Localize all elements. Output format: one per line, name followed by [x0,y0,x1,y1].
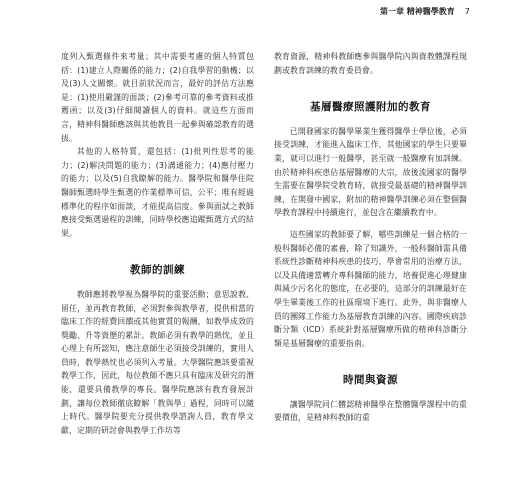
right-column [274,50,467,425]
running-header [380,6,470,17]
body-paragraph: 教師應將教學視為醫學院的重要活動；意思說教、留任，並再教育教師，必須對參與教學者，提供相當的臨床工作的經費回饋或其他實質的報酬，如教學成效的獎勵、升等資歷的累計。教師必須有教學的熱忱，並且心理上有所認知，應注意師生必須接受訓練的，實用人員時，教學熱忱也必須列入考量。大學醫院應該要重視教學工作，因此，每位教師不應只具有臨床及研究的潛能，還要具備教學的專長。醫學院應該有教育發展計劃，讓每位教師徹底瞭解「教與學」過程，同時可以隨上時代。醫學院要充分提供教學諮詢人員，教育學文獻，定期的研討會與教學工作坊等 [61,289,254,435]
body-paragraph: 這些國家的教師要了解，哪些訓練是一個合格的一般科醫師必備的素養，除了知識外，一般科醫師需具備系統性診斷精神科疾患的技巧，學會常用的治療方法，以及具備適當轉介專科醫師的能力，培養促進心理健康與減少污名化的態度，在必要的，這部分的訓練最好在學生畢業後工作的社區環境下進行。此外，與非醫療人員的團隊工作能力為基層教育訓練的內容。國際疾病診斷分類（ICD）系統針對基層醫療所做的精神科診斷分類是基層醫療的重要指南。 [274,229,467,348]
page-number: 7 [464,7,470,16]
section-heading-teacher-training: 教師的訓練 [130,264,185,277]
body-paragraph: 讓醫學院同仁體認精神醫學在整體醫學課程中的重要價值，是精神科教師的重 [274,399,467,423]
section-heading-time-resources: 時間與資源 [343,374,398,387]
body-paragraph: 度列入甄選條件來考量；其中需要考慮的個人特質包括：(1)建立人際關係的能力；(2)自我學習的動機；以及(3)人文關懷。就目前狀況而言，最好的評估方法應是：(1)使用嚴謹的面談；(2)參考可靠的參考資料或推薦函；以及(3)仔細閱讀個人的資料。就這些方面而言，精神科醫師應該與其他教員一起參與確認教育的選拔。 [61,52,254,143]
body-paragraph: 其他的人格特質，還包括：(1)批判性思考的能力；(2)解決問題的能力；(3)溝通能力；(4)應付壓力的能力；以及(5)自我瞭解的能力。醫學院和醫學住院醫師甄選時學生甄選的作業標準可信，公平；唯有經過標準化的程序如面談，才能提高信度。參與面試之教師應接受甄選過程的訓練，同時學校應追蹤甄選方式的結果。 [61,147,254,238]
section-heading-primary-care: 基層醫療照護附加的教育 [310,101,431,114]
left-column [61,50,254,437]
chapter-title: 第一章 精神醫學教育 [380,7,455,16]
body-paragraph: 教育資源，精神科教師應參與醫學院內與資教體課程規劃或教育訓練的教育委員會。 [274,52,467,75]
body-paragraph: 已開發國家的醫學畢業生獲得醫學士學位後，必須接受訓練，才能進入臨床工作，其他國家的學生只要畢業，就可以進行一般醫學，甚至就一般醫療有加訓練。由於精神科疾患佔基層醫療的大宗，故後流國家的醫學生需要在醫學院受教育時，就接受最基礎的精神醫學訓練，在開發中國家，附加的精神醫學訓練必須在整個醫學教育課程中持續進行，並包含在繼續教育中。 [274,126,467,218]
